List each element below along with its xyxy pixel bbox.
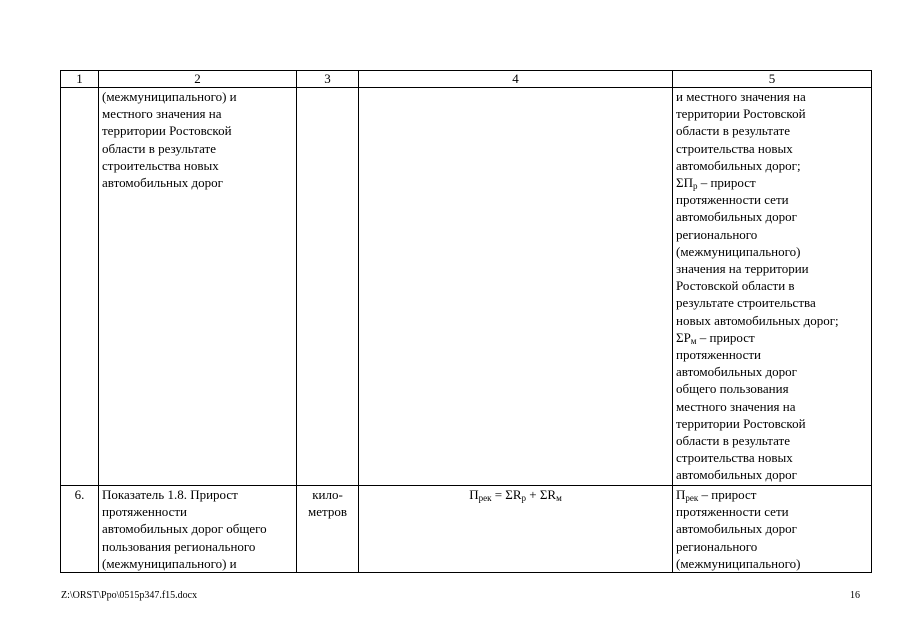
unit-cell xyxy=(297,486,359,573)
note-text: – прирост xyxy=(698,487,757,502)
note-text: Ростовской области в xyxy=(676,278,795,294)
note-text: общего пользования xyxy=(676,381,789,397)
note-line xyxy=(676,277,868,294)
note-line xyxy=(676,191,868,208)
note-line xyxy=(676,140,868,157)
note-line xyxy=(676,432,868,449)
note-line xyxy=(676,538,868,555)
indicator-description-cell xyxy=(99,486,297,573)
note-text: автомобильных дорог xyxy=(676,364,797,380)
note-text: ΣР xyxy=(676,329,691,345)
note-line xyxy=(676,503,868,520)
note-line xyxy=(676,243,868,260)
note-line xyxy=(676,312,868,329)
note-line xyxy=(676,449,868,466)
description-line: (межмуниципального) и xyxy=(102,555,237,571)
note-text: территории Ростовской xyxy=(676,415,806,431)
note-text: значения на территории xyxy=(676,261,809,277)
note-line xyxy=(676,363,868,380)
note-line xyxy=(676,226,868,243)
note-subscript: рек xyxy=(685,493,699,503)
note-text: автомобильных дорог xyxy=(676,521,797,537)
formula-part: + ΣR xyxy=(526,487,557,502)
formula-part: = ΣR xyxy=(491,487,522,502)
note-subscript: м xyxy=(690,335,697,346)
notes-cell xyxy=(673,88,872,486)
unit-line: метров xyxy=(308,504,347,520)
description-line: (межмуниципального) и xyxy=(102,89,237,104)
formula-cell xyxy=(359,486,673,573)
description-line: местного значения на xyxy=(102,106,222,122)
note-line xyxy=(676,88,868,105)
formula-subscript: р xyxy=(521,493,527,503)
column-header-1: 1 xyxy=(61,71,99,88)
notes-cell xyxy=(673,486,872,573)
description-line: автомобильных дорог общего xyxy=(102,521,267,537)
note-text: автомобильных дорог xyxy=(676,209,797,225)
table-row xyxy=(61,88,872,486)
note-text: регионального xyxy=(676,538,758,554)
note-line xyxy=(676,174,868,191)
description-line: автомобильных дорог xyxy=(102,175,223,191)
note-text: местного значения на xyxy=(676,398,796,414)
unit-cell xyxy=(297,88,359,486)
note-text: П xyxy=(676,487,686,502)
description-line: пользования регионального xyxy=(102,538,256,554)
note-line xyxy=(676,520,868,537)
note-line xyxy=(676,208,868,225)
formula-subscript: рек xyxy=(478,493,492,503)
note-text: (межмуниципального) xyxy=(676,243,801,259)
note-line xyxy=(676,466,868,483)
note-line xyxy=(676,555,868,572)
note-line xyxy=(676,122,868,139)
note-text: регионального xyxy=(676,226,758,242)
column-header-3: 3 xyxy=(297,71,359,88)
row-number: 6. xyxy=(74,487,85,502)
formula-subscript: м xyxy=(556,493,562,503)
note-line xyxy=(676,105,868,122)
note-text: автомобильных дорог; xyxy=(676,157,801,173)
note-text: протяженности сети xyxy=(676,504,789,520)
note-text: ΣП xyxy=(676,175,693,191)
unit-line: кило- xyxy=(312,487,343,502)
note-line xyxy=(676,398,868,415)
note-text: – прирост xyxy=(696,329,755,345)
description-line: территории Ростовской xyxy=(102,123,232,139)
description-line: строительства новых xyxy=(102,157,219,173)
note-line xyxy=(676,346,868,363)
formula-part: П xyxy=(469,487,479,502)
note-text: протяженности xyxy=(676,347,762,363)
note-line xyxy=(676,294,868,311)
description-line: Показатель 1.8. Прирост xyxy=(102,487,238,502)
note-text: новых автомобильных дорог; xyxy=(676,312,839,328)
note-line xyxy=(676,260,868,277)
note-text: территории Ростовской xyxy=(676,106,806,122)
note-text: и местного значения на xyxy=(676,89,806,104)
indicator-description-cell xyxy=(99,88,297,486)
note-text: результате строительства xyxy=(676,295,816,311)
file-path: Z:\ORST\Ppo\0515p347.f15.docx xyxy=(61,590,198,601)
row-number-cell xyxy=(61,486,99,573)
note-text: – прирост xyxy=(697,175,756,191)
description-line: области в результате xyxy=(102,140,216,156)
note-line xyxy=(676,329,868,346)
note-text: области в результате xyxy=(676,433,790,449)
indicators-table xyxy=(60,70,872,573)
note-text: автомобильных дорог xyxy=(676,467,797,483)
column-header-2: 2 xyxy=(99,71,297,88)
note-line xyxy=(676,415,868,432)
note-text: протяженности сети xyxy=(676,192,789,208)
row-number-cell xyxy=(61,88,99,486)
note-text: области в результате xyxy=(676,123,790,139)
page-number: 16 xyxy=(850,590,860,601)
table-header-row xyxy=(61,71,872,88)
description-line: протяженности xyxy=(102,504,188,520)
table-row xyxy=(61,486,872,573)
note-line xyxy=(676,380,868,397)
formula xyxy=(362,486,669,503)
note-text: строительства новых xyxy=(676,140,793,156)
note-text: (межмуниципального) xyxy=(676,555,801,571)
note-subscript: р xyxy=(692,181,698,192)
column-header-5: 5 xyxy=(673,71,872,88)
note-text: строительства новых xyxy=(676,450,793,466)
column-header-4: 4 xyxy=(359,71,673,88)
formula-cell xyxy=(359,88,673,486)
note-line xyxy=(676,157,868,174)
note-line xyxy=(676,486,868,503)
